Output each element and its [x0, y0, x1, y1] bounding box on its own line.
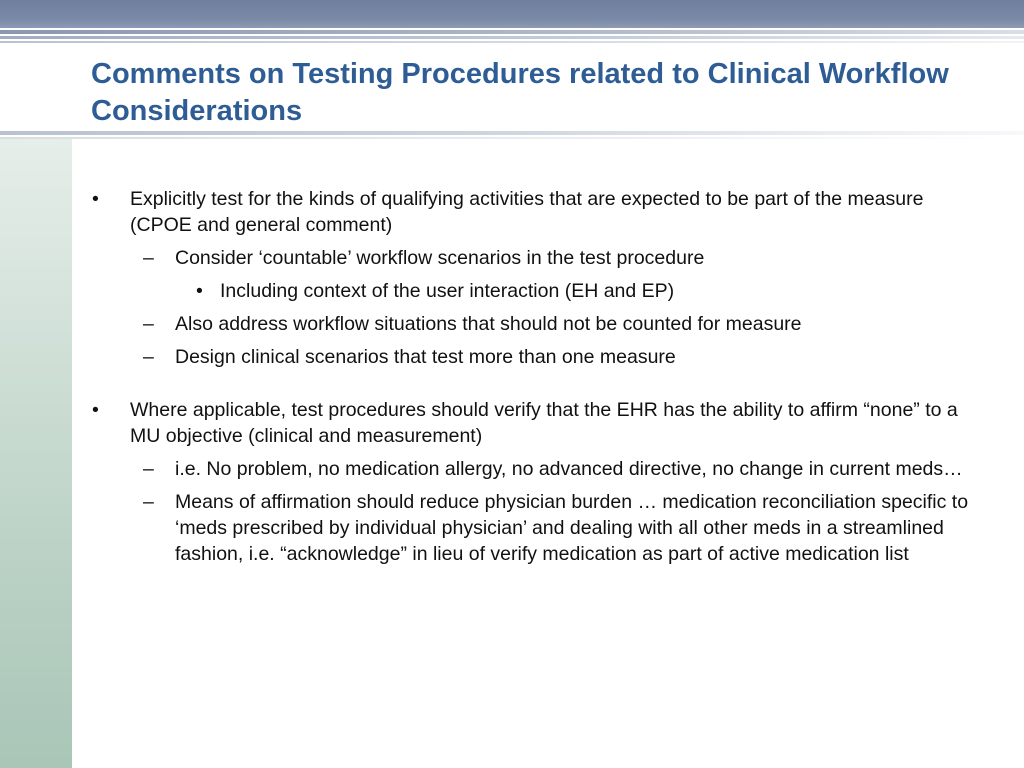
header-stripe — [0, 30, 1024, 34]
bullet-item-level-1 — [92, 186, 982, 238]
bullet-text: Including context of the user interaction (EH and EP) — [220, 280, 675, 302]
dash-marker: – — [143, 458, 154, 480]
bullet-marker: • — [92, 188, 99, 210]
bullet-marker: • — [196, 280, 203, 302]
bullet-text: Means of affirmation should reduce physician burden … medication reconciliation specific to ‘meds prescribed by individual physician’ and dealing with all other meds in a streamlined fashion, i.e. “acknowledge” in lieu of verify medication as part of active medication list — [175, 491, 969, 565]
header-stripe — [0, 41, 1024, 43]
bullet-item-level-2 — [92, 456, 982, 482]
header-band — [0, 0, 1024, 28]
dash-marker: – — [143, 346, 154, 368]
dash-marker: – — [143, 491, 154, 513]
slide-title: Comments on Testing Procedures related to Clinical Workflow Considerations — [91, 58, 949, 127]
title-divider — [0, 137, 1024, 139]
bullet-text: Consider ‘countable’ workflow scenarios in the test procedure — [175, 247, 705, 269]
header-stripe — [0, 36, 1024, 39]
bullet-item-level-2 — [92, 344, 982, 370]
bullet-list — [92, 186, 982, 567]
dash-marker: – — [143, 313, 154, 335]
bullet-text: i.e. No problem, no medication allergy, no advanced directive, no change in current meds… — [175, 458, 963, 480]
left-accent-bar — [0, 139, 72, 768]
title-divider — [0, 131, 1024, 135]
bullet-item-level-3 — [92, 278, 982, 304]
bullet-text: Design clinical scenarios that test more than one measure — [175, 346, 676, 368]
bullet-text: Also address workflow situations that should not be counted for measure — [175, 313, 802, 335]
bullet-marker: • — [92, 399, 99, 421]
bullet-item-level-2 — [92, 311, 982, 337]
bullet-item-level-2 — [92, 245, 982, 271]
dash-marker: – — [143, 247, 154, 269]
bullet-text: Explicitly test for the kinds of qualifying activities that are expected to be part of the measure (CPOE and general comment) — [130, 188, 924, 236]
bullet-item-level-2 — [92, 489, 982, 567]
bullet-item-level-1 — [92, 397, 982, 449]
bullet-text: Where applicable, test procedures should verify that the EHR has the ability to affirm “none” to a MU objective (clinical and measurement) — [130, 399, 958, 447]
